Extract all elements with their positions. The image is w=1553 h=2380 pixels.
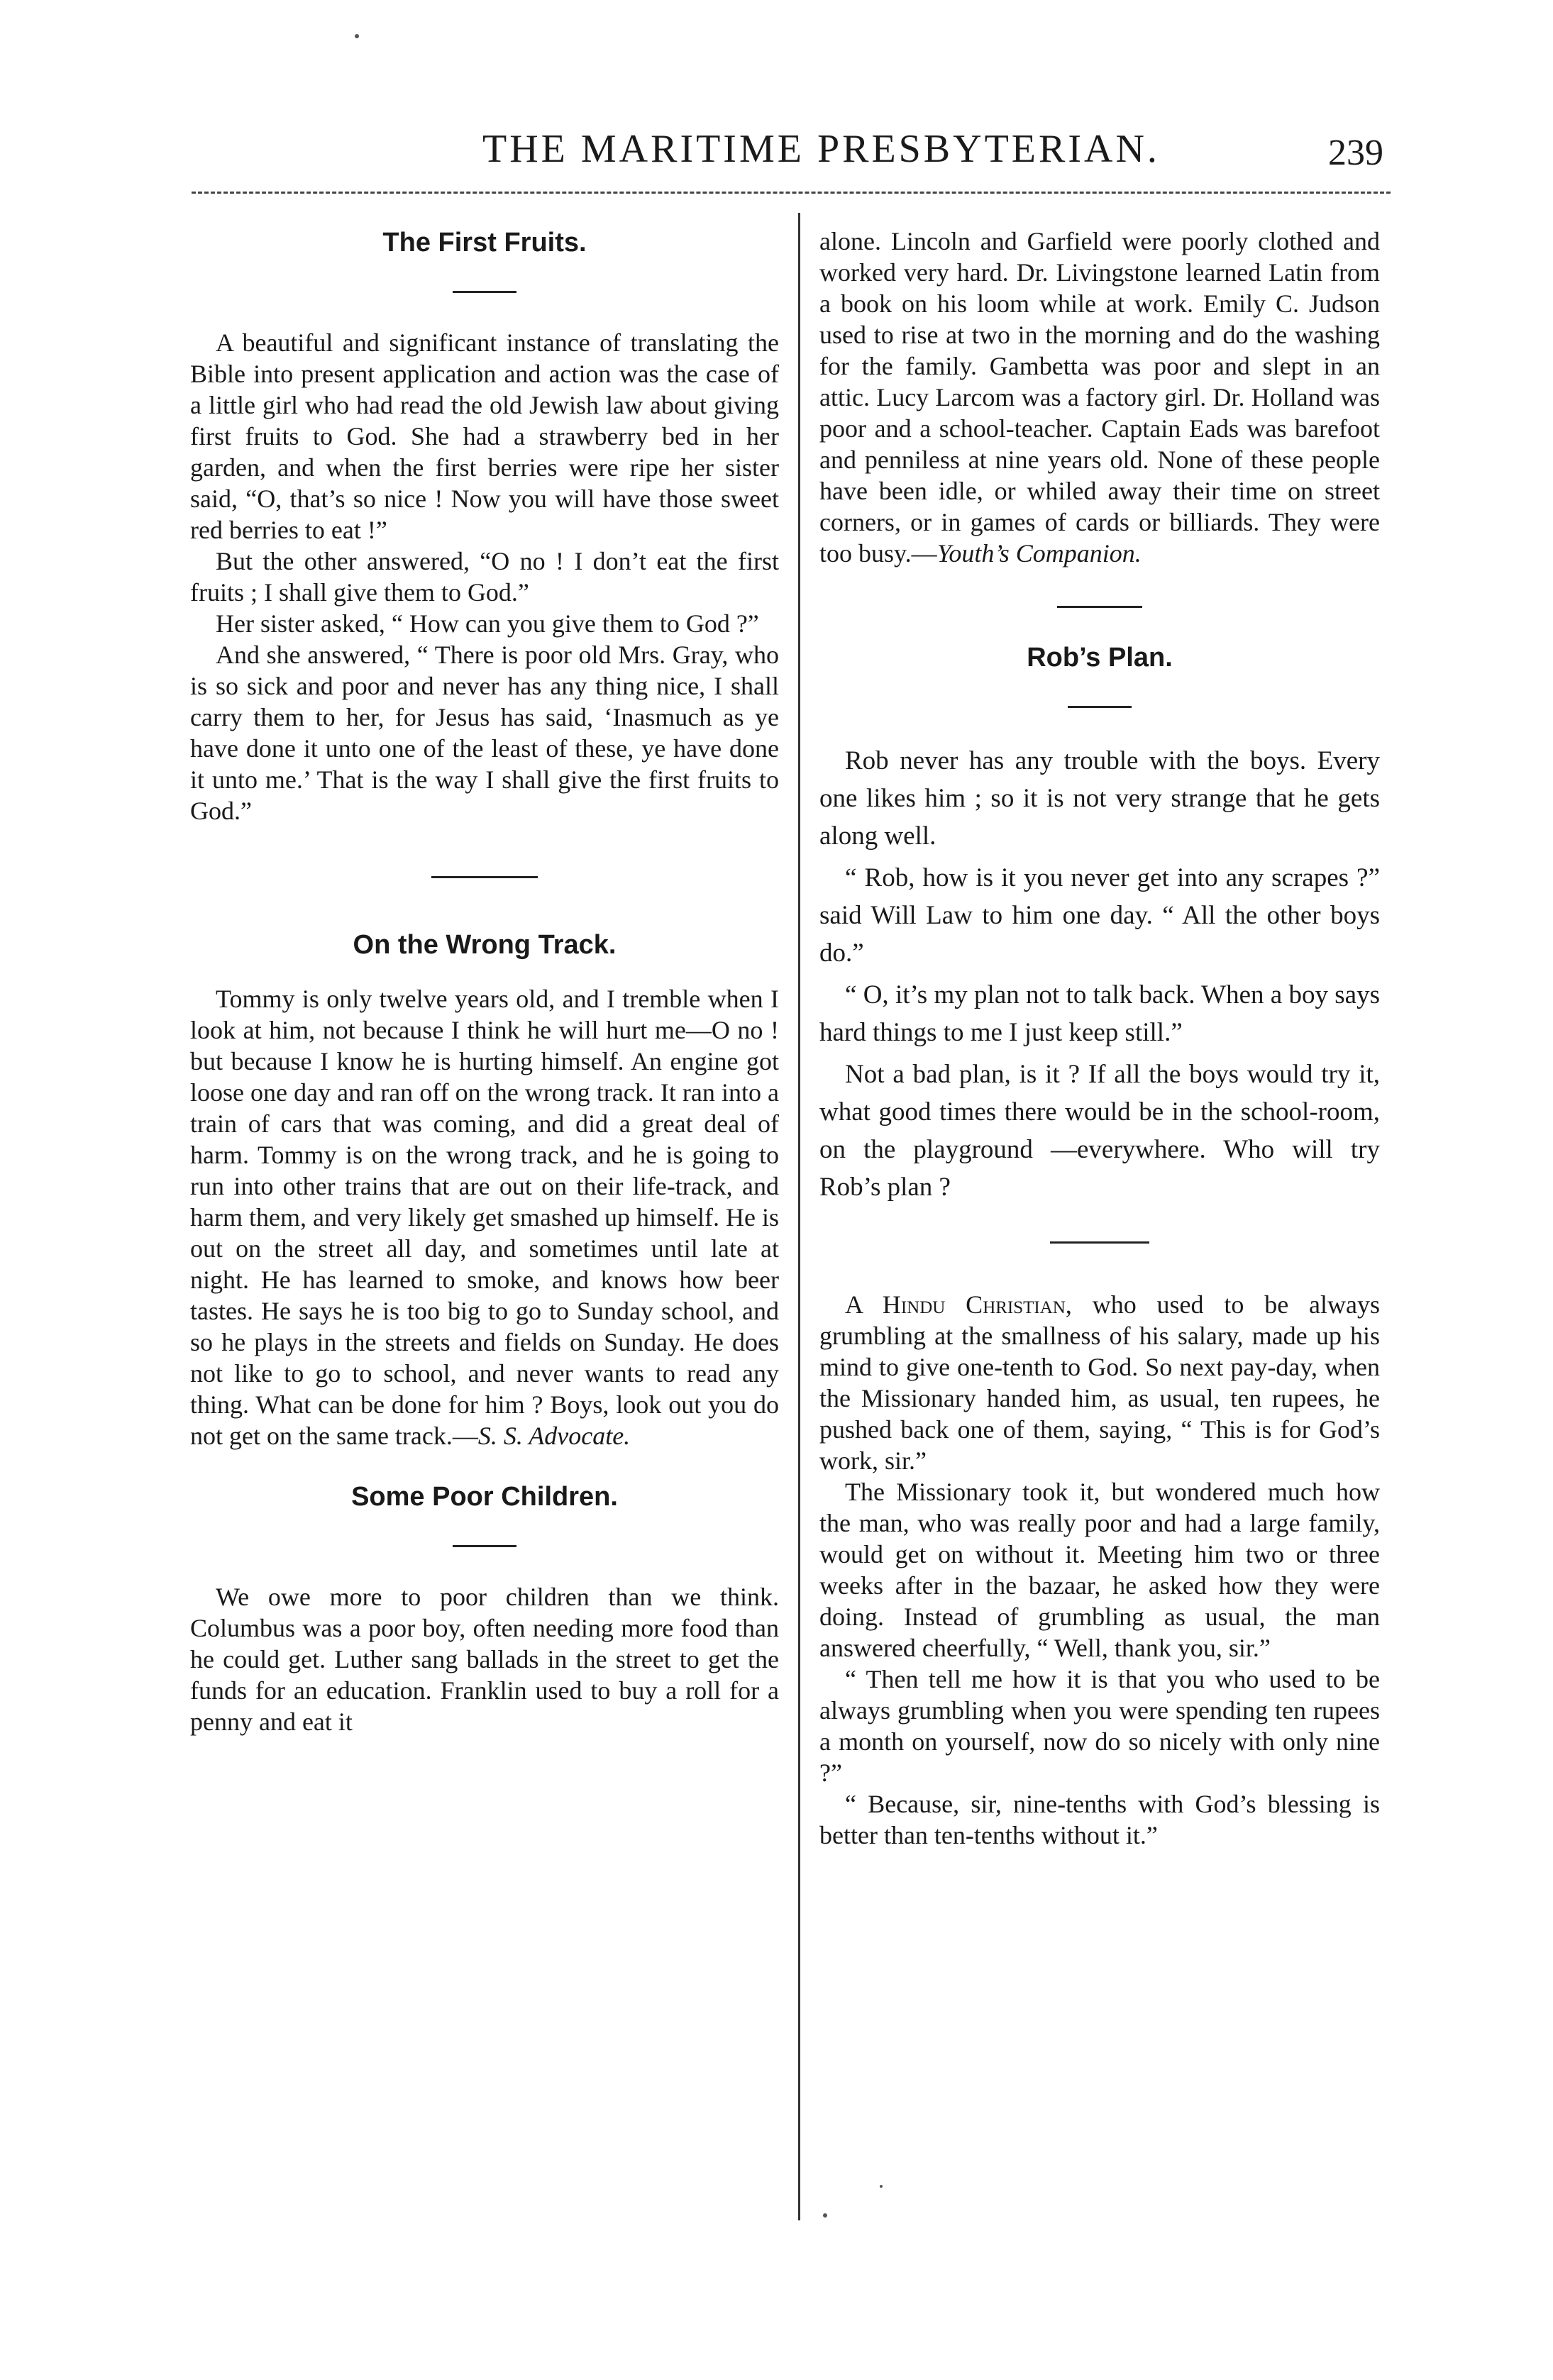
article-paragraph: The Missionary took it, but wondered much how the man, who was really poor and had a large family, would get on without it. Meeting him two or three weeks after in the bazaar, he asked how they were doing. Instead of grumbling as usual, the man answered cheerfully, “ Well, thank you, sir.”	[819, 1478, 1380, 1662]
article-paragraph: We owe more to poor children than we think. Columbus was a poor boy, often needing more food than he could get. Luther sang ballads in the street to get the funds for an education. Franklin used to buy a roll for a penny and eat it	[190, 1583, 779, 1736]
print-speck	[823, 2213, 827, 2218]
article-heading-first-fruits: The First Fruits.	[382, 228, 587, 258]
article-source: S. S. Advocate.	[477, 1422, 631, 1450]
page-header	[170, 126, 1383, 190]
article-paragraph: “ O, it’s my plan not to talk back. When a boy says hard things to me I just keep still.”	[819, 980, 1380, 1047]
page-number: 239	[1328, 133, 1383, 173]
journal-title: THE MARITIME PRESBYTERIAN.	[482, 127, 1160, 171]
article-paragraph: “ Because, sir, nine-tenths with God’s blessing is better than ten-tenths without it.”	[819, 1790, 1380, 1849]
article-lead: A Hindu Christian,	[845, 1290, 1072, 1319]
paragraph-text: who used to be always grumbling at the smallness of his salary, made up his mind to give one-tenth to God. So next pay-day, when the Missionary handed him, as usual, ten rupees, he pushed back one of them, saying, “ This is for God’s work, sir.”	[819, 1290, 1381, 1475]
article-paragraph	[190, 983, 779, 1451]
article-heading-wrong-track: On the Wrong Track.	[353, 930, 617, 960]
section-divider	[1050, 1241, 1149, 1244]
article-paragraph: Rob never has any trouble with the boys. Every one likes him ; so it is not very strange that he gets along well.	[819, 746, 1380, 851]
left-column	[190, 226, 779, 1737]
article-paragraph: Her sister asked, “ How can you give them to God ?”	[216, 609, 759, 638]
header-rule	[192, 192, 1391, 194]
right-column	[819, 226, 1380, 1851]
print-speck	[355, 34, 359, 38]
article-paragraph: A beautiful and significant instance of translating the Bible into present application and action was the case of a little girl who had read the old Jewish law about giving first fruits to God. She had a strawberry bed in her garden, and when the first berries were ripe her sister said, “O, that’s so nice ! Now you will have those sweet red berries to eat !”	[190, 328, 779, 544]
article-paragraph: But the other answered, “O no ! I don’t eat the first fruits ; I shall give them to God.”	[190, 547, 779, 607]
article-paragraph: Not a bad plan, is it ? If all the boys would try it, what good times there would be in the school-room, on the playground —everywhere. Who will try Rob’s plan ?	[819, 1060, 1380, 1202]
paragraph-text: alone. Lincoln and Garfield were poorly clothed and worked very hard. Dr. Livingstone learned Latin from a book on his loom while at work. Emily C. Judson used to rise at two in the morning and do the washing for the family. Gambetta was poor and slept in an attic. Lucy Larcom was a factory girl. Dr. Holland was poor and a school-teacher. Captain Eads was barefoot and penniless at nine years old. None of these people have been idle, or whiled away their time on street corners, or in games of cards or billiards. They were too busy.—	[819, 227, 1380, 568]
article-source: Youth’s Companion.	[936, 539, 1142, 568]
article-paragraph: “ Then tell me how it is that you who used to be always grumbling when you were spending ten rupees a month on yourself, now do so nicely with only nine ?”	[819, 1665, 1380, 1787]
article-heading-robs-plan: Rob’s Plan.	[1027, 643, 1173, 673]
print-speck	[880, 2185, 883, 2188]
article-paragraph: And she answered, “ There is poor old Mrs. Gray, who is so sick and poor and never has any thing nice, I shall carry them to her, for Jesus has said, ‘Inasmuch as ye have done it unto one of the least of these, ye have done it unto me.’ That is the way I shall give the first fruits to God.”	[190, 641, 779, 825]
section-divider	[431, 876, 538, 878]
paragraph-text: Tommy is only twelve years old, and I tremble when I look at him, not because I think he will hurt me—O no ! but because I know he is hurting himself. An engine got loose one day and ran off on the wrong track. It ran into a train of cars that was coming, and did a great deal of harm. Tommy is on the wrong track, and he is going to run into other trains that are out on their life-track, and harm them, and very likely get smashed up himself. He is out on the street all day, and sometimes until late at night. He has learned to smoke, and knows how beer tastes. He says he is too big to go to Sunday school, and so he plays in the streets and fields on Sunday. He does not like to go to school, and never wants to read any thing. What can be done for him ? Boys, look out you do not get on the same track.—	[190, 985, 779, 1450]
section-divider	[1057, 606, 1142, 608]
article-paragraph: “ Rob, how is it you never get into any scrapes ?” said Will Law to him one day. “ All the other boys do.”	[819, 863, 1380, 968]
divider	[453, 291, 516, 293]
divider	[1068, 706, 1132, 708]
divider	[453, 1545, 516, 1547]
article-heading-poor-children: Some Poor Children.	[351, 1482, 618, 1512]
column-divider	[798, 213, 800, 2220]
article-paragraph	[819, 1289, 1380, 1476]
article-paragraph	[819, 226, 1380, 569]
